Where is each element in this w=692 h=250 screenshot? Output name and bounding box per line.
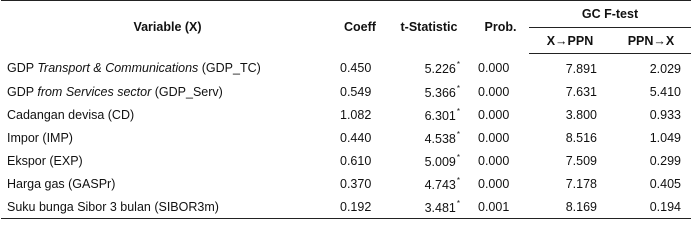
t-statistic-value: 3.481: [424, 200, 456, 215]
ppn-to-x-value: 2.029: [649, 61, 681, 76]
x-to-ppn-value: 7.891: [565, 61, 597, 76]
ppn-to-x-value: 0.405: [649, 176, 681, 191]
variable-name-italic: from Services sector: [37, 84, 152, 99]
cell-x-to-ppn: [529, 172, 611, 195]
cell-variable: [1, 54, 334, 81]
cell-t-statistic: [386, 103, 472, 126]
header-prob: Prob.: [472, 1, 529, 54]
prob-value: 0.000: [478, 153, 510, 168]
coeff-value: 0.549: [340, 84, 372, 99]
x-to-ppn-value: 8.169: [565, 199, 597, 214]
cell-t-statistic: [386, 195, 472, 219]
cell-ppn-to-x: [611, 126, 691, 149]
ppn-to-x-value: 1.049: [649, 130, 681, 145]
header-t-statistic: t-Statistic: [386, 1, 472, 54]
variable-name: Cadangan devisa (CD): [7, 107, 135, 122]
header-x-to-ppn: X→PPN: [529, 28, 611, 54]
cell-variable: [1, 126, 334, 149]
x-to-ppn-value: 3.800: [565, 107, 597, 122]
cell-t-statistic: [386, 80, 472, 103]
cell-coeff: [334, 149, 386, 172]
x-to-ppn-value: 7.509: [565, 153, 597, 168]
variable-name: Harga gas (GASPr): [7, 176, 116, 191]
variable-name: GDP: [7, 61, 38, 76]
significance-marker: *: [456, 60, 460, 70]
ppn-to-x-value: 0.194: [649, 199, 681, 214]
table-row: [1, 54, 691, 81]
t-statistic-value: 4.743: [424, 177, 456, 192]
significance-marker: *: [456, 152, 460, 162]
coeff-value: 0.450: [340, 61, 372, 76]
cell-variable: [1, 80, 334, 103]
table-row: [1, 80, 691, 103]
cell-ppn-to-x: [611, 103, 691, 126]
variable-name: Ekspor (EXP): [7, 153, 83, 168]
variable-name-italic: Transport & Communications: [37, 61, 199, 76]
coeff-value: 1.082: [340, 107, 372, 122]
cell-ppn-to-x: [611, 195, 691, 219]
x-to-ppn-value: 7.178: [565, 176, 597, 191]
prob-value: 0.000: [478, 176, 510, 191]
cell-x-to-ppn: [529, 195, 611, 219]
t-statistic-value: 5.009: [424, 154, 456, 169]
cell-variable: [1, 172, 334, 195]
ppn-to-x-value: 5.410: [649, 84, 681, 99]
coeff-value: 0.440: [340, 130, 372, 145]
table-body: [1, 54, 691, 219]
x-to-ppn-value: 8.516: [565, 130, 597, 145]
cell-x-to-ppn: [529, 54, 611, 81]
coeff-value: 0.610: [340, 153, 372, 168]
cell-coeff: [334, 103, 386, 126]
header-coeff: Coeff: [334, 1, 386, 54]
cell-t-statistic: [386, 126, 472, 149]
cell-prob: [472, 195, 529, 219]
coeff-value: 0.192: [340, 199, 372, 214]
significance-marker: *: [456, 129, 460, 139]
cell-ppn-to-x: [611, 54, 691, 81]
significance-marker: *: [456, 83, 460, 93]
cell-variable: [1, 195, 334, 219]
coeff-value: 0.370: [340, 176, 372, 191]
table-row: [1, 149, 691, 172]
significance-marker: *: [456, 175, 460, 185]
prob-value: 0.000: [478, 84, 510, 99]
variable-name: Impor (IMP): [7, 130, 73, 145]
cell-ppn-to-x: [611, 149, 691, 172]
table-row: [1, 195, 691, 219]
cell-coeff: [334, 80, 386, 103]
cell-coeff: [334, 54, 386, 81]
cell-x-to-ppn: [529, 80, 611, 103]
cell-x-to-ppn: [529, 103, 611, 126]
cell-prob: [472, 172, 529, 195]
variable-name: Suku bunga Sibor 3 bulan (SIBOR3m): [7, 199, 219, 214]
cell-prob: [472, 149, 529, 172]
significance-marker: *: [456, 106, 460, 116]
cell-t-statistic: [386, 149, 472, 172]
t-statistic-value: 5.366: [424, 85, 456, 100]
cell-x-to-ppn: [529, 149, 611, 172]
header-ppn-to-x: PPN→X: [611, 28, 691, 54]
cell-prob: [472, 103, 529, 126]
cell-ppn-to-x: [611, 172, 691, 195]
cell-prob: [472, 54, 529, 81]
t-statistic-value: 4.538: [424, 131, 456, 146]
table-header: [1, 1, 691, 54]
prob-value: 0.000: [478, 61, 510, 76]
header-variable: Variable (X): [1, 1, 334, 54]
prob-value: 0.000: [478, 107, 510, 122]
cell-coeff: [334, 126, 386, 149]
ppn-to-x-value: 0.933: [649, 107, 681, 122]
cell-coeff: [334, 172, 386, 195]
x-to-ppn-value: 7.631: [565, 84, 597, 99]
cell-coeff: [334, 195, 386, 219]
cell-prob: [472, 80, 529, 103]
ppn-to-x-value: 0.299: [649, 153, 681, 168]
regression-granger-table: [1, 0, 691, 219]
cell-variable: [1, 149, 334, 172]
variable-code: (GDP_TC): [198, 61, 261, 76]
prob-value: 0.000: [478, 130, 510, 145]
table-row: [1, 172, 691, 195]
t-statistic-value: 5.226: [424, 62, 456, 77]
header-gc-f-test: GC F-test: [529, 1, 691, 28]
table-row: [1, 103, 691, 126]
cell-variable: [1, 103, 334, 126]
significance-marker: *: [456, 198, 460, 208]
cell-ppn-to-x: [611, 80, 691, 103]
prob-value: 0.001: [478, 199, 510, 214]
cell-t-statistic: [386, 172, 472, 195]
cell-prob: [472, 126, 529, 149]
variable-name: GDP: [7, 84, 38, 99]
t-statistic-value: 6.301: [424, 108, 456, 123]
variable-code: (GDP_Serv): [151, 84, 223, 99]
cell-t-statistic: [386, 54, 472, 81]
table-row: [1, 126, 691, 149]
cell-x-to-ppn: [529, 126, 611, 149]
